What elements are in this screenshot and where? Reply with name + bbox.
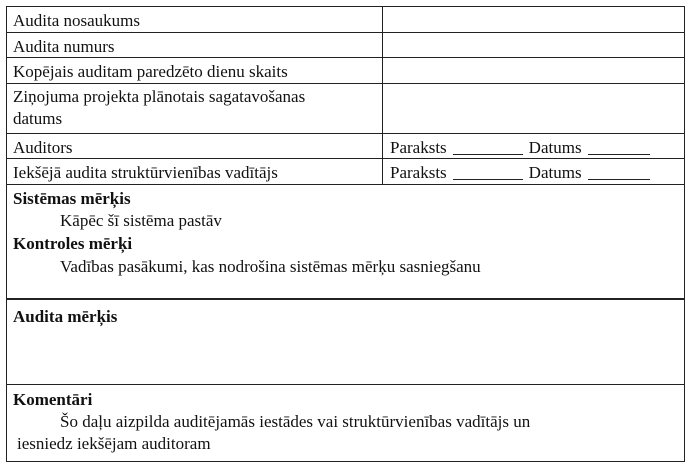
control-goals-heading: Kontroles mērķi [13, 234, 133, 253]
report-date-field[interactable] [383, 84, 684, 133]
report-date-label [7, 84, 383, 133]
audit-days-field[interactable] [383, 58, 684, 83]
section-system-goals [7, 184, 684, 298]
auditor-signature-cell [383, 134, 684, 158]
audit-name-field[interactable] [383, 7, 684, 32]
audit-name-label: Audita nosaukums [7, 7, 383, 32]
section-comments [7, 384, 684, 463]
audit-number-label: Audita numurs [7, 33, 383, 57]
comments-heading: Komentāri [13, 390, 93, 409]
auditor-label: Auditors [7, 134, 383, 158]
row-head-of-unit [7, 158, 684, 184]
head-signature-line[interactable] [453, 163, 523, 180]
row-auditor [7, 133, 684, 158]
audit-form [6, 6, 685, 462]
row-report-date [7, 83, 684, 133]
head-date-label: Datums [528, 163, 582, 182]
head-of-unit-signature-cell [383, 159, 684, 184]
comments-text-line1: Šo daļu aizpilda auditējamās iestādes vai struktūrvienības vadītājs un [60, 412, 531, 431]
row-audit-number [7, 32, 684, 57]
head-of-unit-label: Iekšējā audita struktūrvienības vadītājs [7, 159, 383, 184]
comments-text-line2: iesniedz iekšējam auditoram [17, 434, 211, 453]
audit-days-label: Kopējais auditam paredzēto dienu skaits [7, 58, 383, 83]
section-audit-goal [7, 298, 684, 384]
auditor-sign-label: Paraksts [390, 138, 447, 157]
system-goal-text: Kāpēc šī sistēma pastāv [60, 211, 222, 230]
head-sign-label: Paraksts [390, 163, 447, 182]
row-audit-name [7, 6, 684, 32]
report-date-label-line1: Ziņojuma projekta plānotais sagatavošanas [13, 87, 306, 106]
audit-goal-heading: Audita mērķis [13, 307, 118, 326]
system-goal-heading: Sistēmas mērķis [13, 189, 131, 208]
row-audit-days [7, 57, 684, 83]
report-date-label-line2: datums [13, 109, 63, 128]
auditor-date-label: Datums [528, 138, 582, 157]
head-date-line[interactable] [588, 163, 650, 180]
audit-number-field[interactable] [383, 33, 684, 57]
control-goals-text: Vadības pasākumi, kas nodrošina sistēmas mērķu sasniegšanu [60, 257, 481, 276]
auditor-date-line[interactable] [588, 138, 650, 155]
auditor-signature-line[interactable] [453, 138, 523, 155]
